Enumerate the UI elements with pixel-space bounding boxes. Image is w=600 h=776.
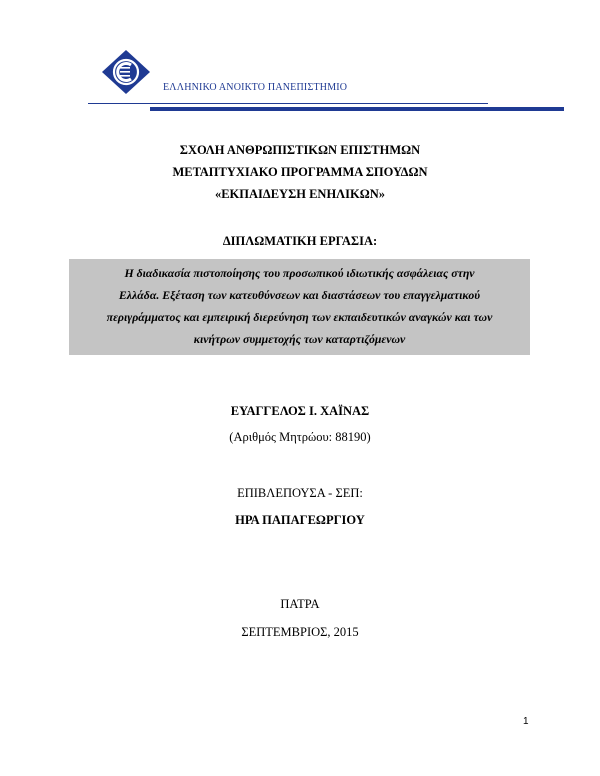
author-name: ΕΥΑΓΓΕΛΟΣ Ι. ΧΑΪΝΑΣ [230,404,370,418]
university-logo [100,48,152,96]
city: ΠΑΤΡΑ [280,597,320,611]
thesis-title-line: Η διαδικασία πιστοποίησης του προσωπικού ιδιωτικής ασφάλειας στην [124,266,475,280]
program-name: ΜΕΤΑΠΤΥΧΙΑΚΟ ΠΡΟΓΡΑΜΜΑ ΣΠΟΥΔΩΝ [172,165,428,179]
program-subtitle: «ΕΚΠΑΙΔΕΥΣΗ ΕΝΗΛΙΚΩΝ» [214,187,386,201]
thesis-title-box [69,259,530,355]
thesis-title-line: κινήτρων συμμετοχής των καταρτιζόμενων [193,332,406,346]
date: ΣΕΠΤΕΜΒΡΙΟΣ, 2015 [241,625,359,639]
registration-number: (Αριθμός Μητρώου: 88190) [229,430,371,444]
thesis-label: ΔΙΠΛΩΜΑΤΙΚΗ ΕΡΓΑΣΙΑ: [222,234,378,248]
supervisor-label: ΕΠΙΒΛΕΠΟΥΣΑ - ΣΕΠ: [237,486,363,500]
thesis-title-line: περιγράμματος και εμπειρική διερεύνηση των εκπαιδευτικών αναγκών και των [106,310,493,324]
page-number: 1 [523,716,529,727]
header-rule-thin [88,103,488,104]
thesis-title-line: Ελλάδα. Εξέταση των κατευθύνσεων και διαστάσεων του επαγγελματικού [118,288,481,302]
header-rule-thick [150,107,564,111]
supervisor-name: ΗΡΑ ΠΑΠΑΓΕΩΡΓΙΟΥ [235,513,365,527]
university-name: ΕΛΛΗΝΙΚΟ ΑΝΟΙΚΤΟ ΠΑΝΕΠΙΣΤΗΜΙΟ [163,82,348,93]
school-name: ΣΧΟΛΗ ΑΝΘΡΩΠΙΣΤΙΚΩΝ ΕΠΙΣΤΗΜΩΝ [179,143,421,157]
university-seal-icon [100,48,152,96]
